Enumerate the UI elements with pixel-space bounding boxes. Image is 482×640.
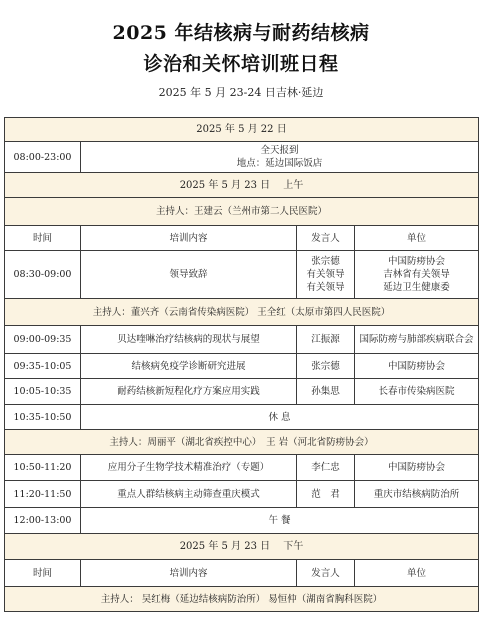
- speaker-name: 有关领导: [306, 282, 345, 293]
- table-row: [5, 481, 479, 508]
- unit-cell: 国际防痨与肺部疾病联合会: [355, 326, 479, 354]
- host-text: 主持人：王建云（兰州市第二人民医院）: [5, 198, 479, 226]
- table-row: [5, 326, 479, 354]
- break-row: [5, 405, 479, 430]
- registration-line: 全天报到: [260, 145, 299, 156]
- content-cell: 耐药结核新短程化疗方案应用实践: [81, 379, 297, 405]
- day-header-may23-pm: [5, 534, 479, 560]
- time-cell: 09:35-10:05: [5, 354, 81, 379]
- time-cell: 08:00-23:00: [5, 142, 81, 173]
- host-text: 主持人： 吴红梅（延边结核病防治所） 易恒仲（湖南省胸科医院）: [5, 587, 479, 612]
- time-cell: 08:30-09:00: [5, 251, 81, 299]
- day-header-may22: [5, 118, 479, 142]
- unit-cell: 中国防痨协会: [355, 354, 479, 379]
- day-date: 2025 年 5 月 23 日 上午: [5, 173, 479, 198]
- schedule-table: [4, 117, 479, 612]
- time-cell: 12:00-13:00: [5, 508, 81, 534]
- speaker-cell: [297, 251, 355, 299]
- column-header-speaker: 发言人: [297, 560, 355, 587]
- content-cell: 结核病免疫学诊断研究进展: [81, 354, 297, 379]
- lunch-row: [5, 508, 479, 534]
- host-row: [5, 198, 479, 226]
- column-header-time: 时间: [5, 560, 81, 587]
- time-cell: 10:05-10:35: [5, 379, 81, 405]
- day-header-may23-am: [5, 173, 479, 198]
- speaker-cell: 李仁忠: [297, 455, 355, 481]
- unit-name: 吉林省有关领导: [383, 269, 450, 280]
- time-cell: 10:50-11:20: [5, 455, 81, 481]
- unit-name: 延边卫生健康委: [383, 282, 450, 293]
- speaker-cell: 江振源: [297, 326, 355, 354]
- registration-location: 地点：延边国际饭店: [236, 158, 323, 169]
- host-row: [5, 299, 479, 326]
- unit-cell: [355, 251, 479, 299]
- column-header-unit: 单位: [355, 226, 479, 251]
- speaker-name: 张宗德: [311, 256, 340, 267]
- speaker-cell: 孙集思: [297, 379, 355, 405]
- title-line-1: 2025 年结核病与耐药结核病: [112, 22, 370, 44]
- content-cell: 应用分子生物学技术精准治疗（专题）: [81, 455, 297, 481]
- host-text: 主持人：董兴齐（云南省传染病医院） 王全红（太原市第四人民医院）: [5, 299, 479, 326]
- content-cell: 领导致辞: [81, 251, 297, 299]
- column-header-unit: 单位: [355, 560, 479, 587]
- host-row: [5, 587, 479, 612]
- content-cell: 重点人群结核病主动筛查重庆模式: [81, 481, 297, 508]
- unit-cell: 长春市传染病医院: [355, 379, 479, 405]
- title-line-2: 诊治和关怀培训班日程: [143, 53, 339, 75]
- content-cell: 贝达喹啉治疗结核病的现状与展望: [81, 326, 297, 354]
- host-text: 主持人：周丽平（湖北省疾控中心） 王 岩（河北省防痨协会）: [5, 430, 479, 455]
- column-header-row: [5, 560, 479, 587]
- speaker-cell: 张宗德: [297, 354, 355, 379]
- table-row: [5, 142, 479, 173]
- time-cell: 09:00-09:35: [5, 326, 81, 354]
- day-date: 2025 年 5 月 22 日: [5, 118, 479, 142]
- table-row: [5, 455, 479, 481]
- column-header-content: 培训内容: [81, 226, 297, 251]
- column-header-row: [5, 226, 479, 251]
- break-label: 休 息: [81, 405, 479, 430]
- registration-cell: [81, 142, 479, 173]
- unit-cell: 重庆市结核病防治所: [355, 481, 479, 508]
- subtitle-date-location: 2025 年 5 月 23-24 日吉林·延边: [158, 86, 324, 99]
- time-cell: 10:35-10:50: [5, 405, 81, 430]
- table-row: [5, 354, 479, 379]
- column-header-time: 时间: [5, 226, 81, 251]
- day-date: 2025 年 5 月 23 日 下午: [5, 534, 479, 560]
- speaker-name: 有关领导: [306, 269, 345, 280]
- unit-name: 中国防痨协会: [387, 256, 445, 267]
- table-row: [5, 379, 479, 405]
- column-header-speaker: 发言人: [297, 226, 355, 251]
- host-row: [5, 430, 479, 455]
- unit-cell: 中国防痨协会: [355, 455, 479, 481]
- lunch-label: 午 餐: [81, 508, 479, 534]
- table-row: [5, 251, 479, 299]
- column-header-content: 培训内容: [81, 560, 297, 587]
- speaker-cell: 范 君: [297, 481, 355, 508]
- time-cell: 11:20-11:50: [5, 481, 81, 508]
